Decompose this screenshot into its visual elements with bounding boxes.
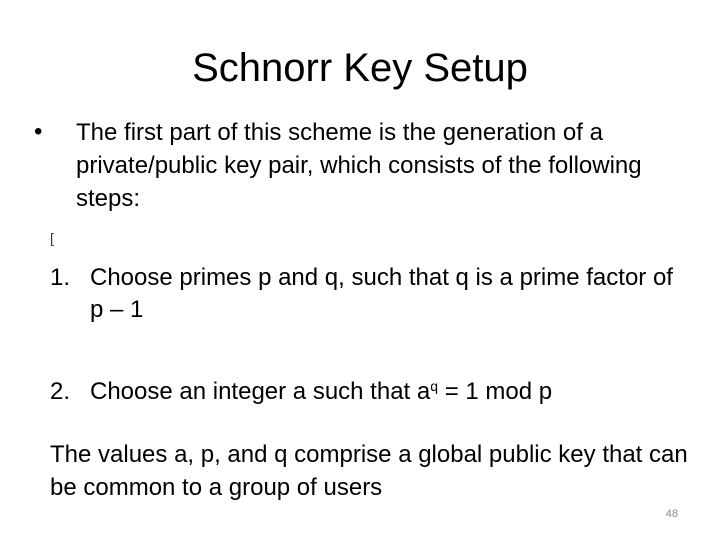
step-superscript: q <box>430 378 439 394</box>
bullet-text: The first part of this scheme is the generation of a private/public key pair, which consists of the following steps: <box>76 119 642 212</box>
step-number: 1. <box>50 264 71 291</box>
step-text <box>90 376 690 408</box>
summary-note: The values a, p, and q comprise a global public key that can be common to a group of users <box>50 441 688 501</box>
step-text-before: Choose an integer a such that a <box>90 378 431 405</box>
bullet-icon: • <box>34 118 43 145</box>
slide-title: Schnorr Key Setup <box>192 46 528 90</box>
step-item-1 <box>50 262 700 326</box>
stray-bracket-mark: [ <box>50 230 54 246</box>
bullet-list <box>28 116 688 215</box>
step-number: 2. <box>50 378 71 405</box>
step-text-after: = 1 mod p <box>438 378 553 405</box>
bullet-item <box>28 116 688 215</box>
page-number: 48 <box>665 508 678 520</box>
step-item-2 <box>50 376 700 408</box>
step-text: Choose primes p and q, such that q is a prime factor of p – 1 <box>90 264 673 323</box>
